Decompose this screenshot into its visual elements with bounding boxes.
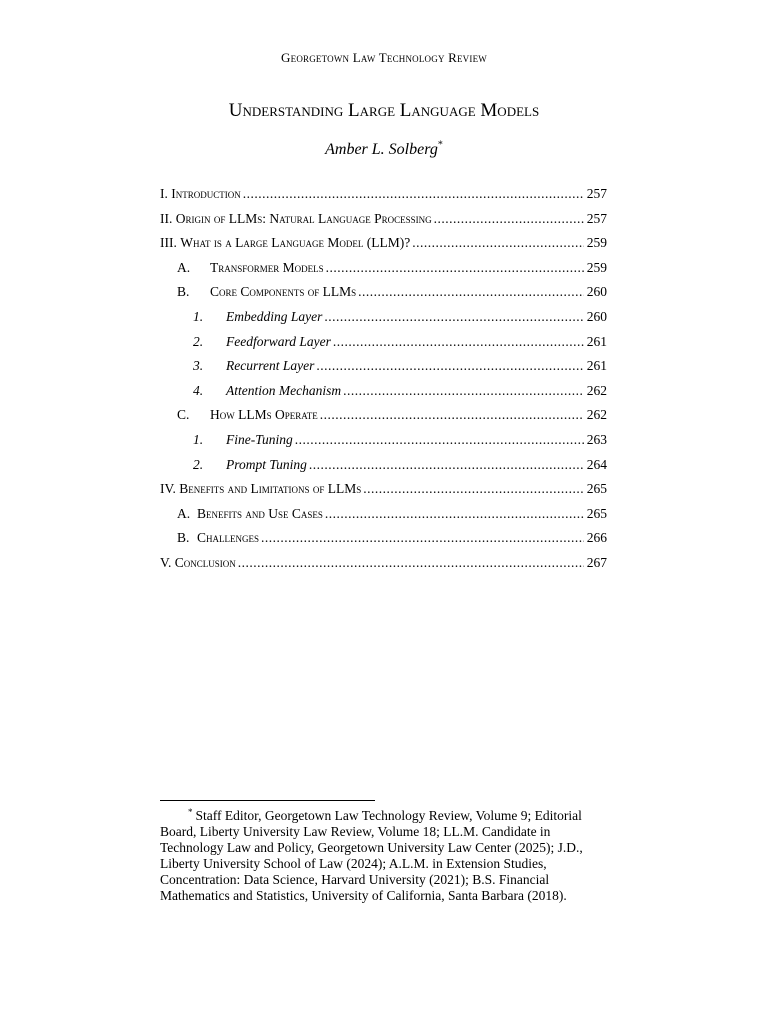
author-footnote-mark[interactable]: *	[437, 139, 443, 151]
toc-entry-label: III. What is a Large Language Model (LLM)?	[160, 235, 411, 251]
toc-entry-page: 261	[586, 333, 607, 349]
toc-leader-dots	[333, 334, 584, 350]
toc-entry-number: C.	[177, 407, 190, 423]
toc-entry[interactable]	[160, 358, 607, 383]
toc-entry-page: 266	[586, 530, 607, 546]
toc-entry-label: IV. Benefits and Limitations of LLMs	[160, 481, 362, 497]
toc-leader-dots	[343, 383, 584, 399]
toc-entry-number: 1.	[193, 431, 204, 447]
toc-entry-page: 260	[586, 284, 607, 300]
toc-entry[interactable]	[160, 506, 607, 531]
article-author	[0, 141, 768, 159]
toc-entry[interactable]	[160, 284, 607, 309]
toc-entry-page: 267	[586, 554, 607, 570]
toc-entry[interactable]	[160, 260, 607, 285]
toc-entry-number: B.	[177, 284, 190, 300]
author-name: Amber L. Solberg	[325, 141, 438, 158]
toc-entry-page: 257	[586, 210, 607, 226]
toc-entry[interactable]	[160, 211, 607, 236]
toc-leader-dots	[412, 235, 584, 251]
toc-entry-number: 3.	[193, 358, 204, 374]
toc-entry-label: Prompt Tuning	[226, 456, 307, 472]
toc-entry-number: 4.	[193, 382, 204, 398]
toc-leader-dots	[434, 211, 584, 227]
toc-entry[interactable]	[160, 481, 607, 506]
toc-entry-page: 260	[586, 308, 607, 324]
toc-leader-dots	[309, 457, 584, 473]
toc-entry[interactable]	[160, 530, 607, 555]
footnote-mark: *	[188, 806, 193, 817]
toc-entry-label: Recurrent Layer	[226, 358, 315, 374]
toc-entry-page: 265	[586, 481, 607, 497]
toc-leader-dots	[358, 284, 584, 300]
toc-entry-label: Core Components of LLMs	[210, 284, 357, 300]
author-footnote	[160, 808, 610, 904]
toc-entry-page: 257	[586, 186, 607, 201]
toc-entry-page: 265	[586, 505, 607, 521]
toc-leader-dots	[324, 309, 583, 325]
toc-entry-number: 1.	[193, 308, 204, 324]
toc-entry-page: 262	[586, 407, 607, 423]
toc-leader-dots	[295, 432, 584, 448]
toc-entry-page: 264	[586, 456, 607, 472]
toc-leader-dots	[320, 407, 584, 423]
toc-entry-label: Attention Mechanism	[226, 382, 342, 398]
toc-entry-label: How LLMs Operate	[210, 407, 318, 423]
toc-leader-dots	[261, 530, 584, 546]
toc-entry-label: II. Origin of LLMs: Natural Language Processing	[160, 210, 432, 226]
toc-entry[interactable]	[160, 186, 607, 211]
toc-entry-label: Embedding Layer	[226, 308, 323, 324]
toc-entry-label: Feedforward Layer	[226, 333, 331, 349]
toc-entry[interactable]	[160, 309, 607, 334]
toc-entry-page: 261	[586, 358, 607, 374]
toc-entry-page: 259	[586, 235, 607, 251]
toc-entry-label: Transformer Models	[210, 259, 324, 275]
toc-entry-number: B.	[177, 530, 190, 546]
running-header-journal: Georgetown Law Technology Review	[281, 50, 487, 65]
toc-entry-label: Fine-Tuning	[226, 431, 293, 447]
toc-entry-page: 262	[586, 382, 607, 398]
footnote-text: Staff Editor, Georgetown Law Technology Review, Volume 9; Editorial Board, Liberty University Law Review, Volume 18; LL.M. Candidate in Technology Law and Policy, Georgetown University Law Center (2025); J.D., Liberty University School of Law (2024); A.L.M. in Extension Studies, Concentration: Data Science, Harvard University (2021); B.S. Financial Mathematics and Statistics, University of California, Santa Barbara (2018).	[160, 808, 583, 903]
toc-entry[interactable]	[160, 407, 607, 432]
toc-entry-page: 259	[586, 259, 607, 275]
toc-entry-label: V. Conclusion	[160, 554, 236, 570]
toc-entry[interactable]	[160, 383, 607, 408]
toc-entry[interactable]	[160, 555, 607, 580]
toc-entry-page: 263	[586, 431, 607, 447]
footnote-divider	[160, 800, 375, 801]
toc-entry[interactable]	[160, 235, 607, 260]
toc-entry-label: Benefits and Use Cases	[197, 505, 323, 521]
toc-leader-dots	[363, 481, 583, 497]
toc-entry-number: A.	[177, 259, 191, 275]
toc-entry-number: A.	[177, 505, 191, 521]
toc-leader-dots	[243, 186, 584, 202]
article-title: Understanding Large Language Models	[228, 100, 540, 121]
toc-entry-number: 2.	[193, 333, 204, 349]
toc-leader-dots	[325, 506, 584, 522]
toc-leader-dots	[316, 358, 583, 374]
toc-entry-number: 2.	[193, 456, 204, 472]
toc-entry-label: Challenges	[197, 530, 259, 546]
toc-entry-label: I. Introduction	[160, 186, 241, 201]
table-of-contents	[160, 186, 607, 580]
toc-entry[interactable]	[160, 457, 607, 482]
toc-entry[interactable]	[160, 432, 607, 457]
toc-leader-dots	[326, 260, 584, 276]
toc-leader-dots	[238, 555, 584, 571]
toc-entry[interactable]	[160, 334, 607, 359]
